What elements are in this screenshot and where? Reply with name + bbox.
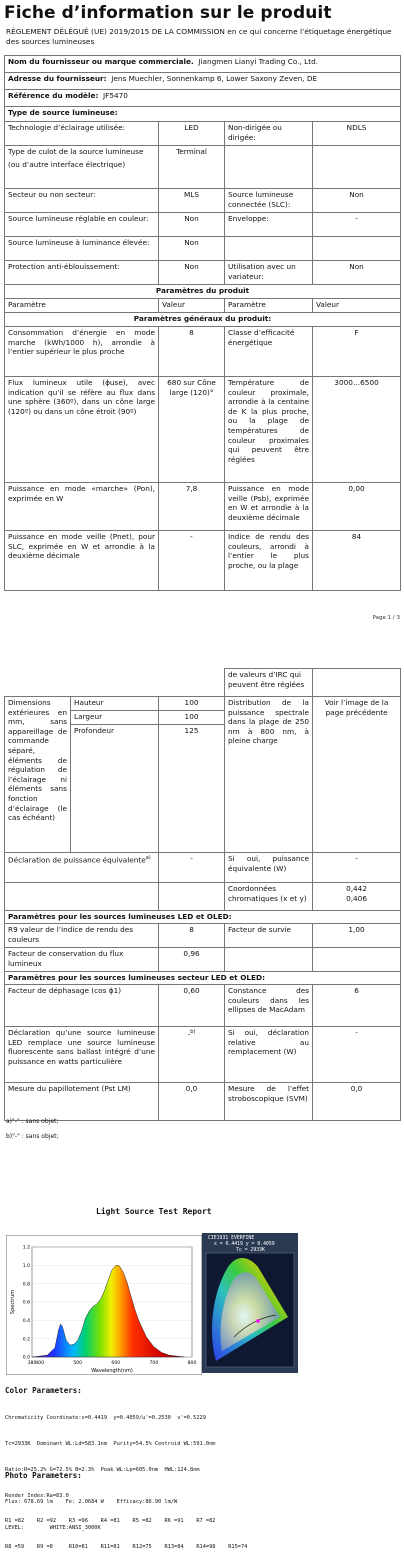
color-line: Chromaticity Coordinate:x=0.4419 y=0.4059/u'=0.2530 v'=0.5229 (5, 1415, 206, 1422)
cct-label: Température de couleur proximale, arrondie à la centaine de K la plus proche, ou la plage de températures de couleur proximales qui peuvent être réglées (225, 377, 313, 483)
dir-value: NDLS (313, 122, 401, 146)
svm-value: 0,0 (313, 1083, 401, 1121)
replace2-label: Si oui, déclaration relative au remplacement (W) (225, 1027, 313, 1083)
supplier-address-label: Adresse du fournisseur: (8, 74, 107, 83)
general-header: Paramètres généraux du produit: (5, 313, 401, 327)
slc-value: Non (313, 189, 401, 213)
y-tick-label: 0.8 (22, 1282, 30, 1288)
regulation-text: RÉGLEMENT DÉLÉGUÉ (UE) 2019/2015 DE LA COMMISSION en ce qui concerne l’étiquetage énergétique des sources lumineuses (6, 27, 392, 46)
width-value: 100 (159, 711, 225, 725)
color-line: R8 =59 R9 =8 R10=81 R11=81 R12=75 R13=84 R14=98 R15=74 (5, 1544, 248, 1551)
color-line: Render Index:Ra=83.0 (5, 1492, 69, 1499)
flux-value: 680 sur Cône large (120)° (159, 377, 225, 483)
supplier-name-label: Nom du fournisseur ou marque commerciale. (8, 57, 194, 66)
survival-value: 1,00 (313, 924, 401, 948)
model-label: Référence du modèle: (8, 91, 99, 100)
y-tick-label: 1.0 (22, 1263, 30, 1269)
cap-value: Terminal (159, 146, 225, 189)
envelope-label: Enveloppe: (225, 213, 313, 237)
high-luminance-label: Source lumineuse à luminance élevée: (5, 237, 159, 261)
maintenance-value: 0,96 (159, 948, 225, 972)
class-label: Classe d’efficacité énergétique (225, 327, 313, 377)
equiv2-value: - (313, 853, 401, 883)
tunable-value: Non (159, 213, 225, 237)
led-header: Paramètres pour les sources lumineuses LED et OLED: (5, 911, 401, 924)
cie-tc: Tc = 2933K (236, 1248, 265, 1253)
x-tick-label: 400 (35, 1361, 45, 1366)
flux-label: Flux lumineux utile (ɸuse), avec indication qu’il se réfère au flux dans une sphère (360º), dans un cône large (120º) ou dans un cône étroit (90º) (5, 377, 159, 483)
replace-sup: b) (190, 1029, 196, 1035)
x-tick-label: 800 (187, 1361, 197, 1366)
survival-label: Facteur de survie (225, 924, 313, 948)
macadam-label: Constance des couleurs dans les ellipses de MacAdam (225, 985, 313, 1027)
col-value: Valeur (159, 299, 225, 313)
equiv-label: Déclaration de puissance équivalente (8, 855, 146, 865)
page-title: Fiche d’information sur le produit (4, 3, 332, 23)
y-tick-label: 0.2 (22, 1337, 30, 1343)
pon-label: Puissance en mode «marche» (Pon), exprimée en W (5, 483, 159, 531)
y-tick-label: 1.2 (22, 1245, 30, 1251)
x-tick-label: 700 (149, 1361, 159, 1366)
y-axis-label: Spectrum (10, 1289, 16, 1315)
footnote-a: a)"-" : sans objet; (6, 1118, 59, 1125)
cie-title: CIE1931 EVERFINE (208, 1236, 255, 1241)
cie-xy: x = 0.4419 y = 0.4059 (214, 1242, 275, 1247)
x-axis-label: Wavelength(nm) (91, 1368, 133, 1374)
chroma-label: Coordonnées chromatiques (x et y) (225, 883, 313, 911)
cri-value: 84 (313, 531, 401, 591)
replace2-value: - (313, 1027, 401, 1083)
psb-value: 0,00 (313, 483, 401, 531)
height-value: 100 (159, 697, 225, 711)
pon-value: 7,8 (159, 483, 225, 531)
measurement-point (256, 1319, 260, 1323)
replace-label: Déclaration qu’une source lumineuse LED remplace une source lumineuse fluorescente sans ballast intégré d’une puissance en watts particulière (5, 1027, 159, 1083)
depth-value: 125 (159, 725, 225, 853)
supplier-name: Jiangmen Lianyi Trading Co., Ltd. (198, 57, 319, 66)
light-tech-value: LED (159, 122, 225, 146)
mains-led-header: Paramètres pour les sources lumineuses secteur LED et OLED: (5, 972, 401, 985)
dimensions-label: Dimensions extérieures en mm, sans appareillage de commande séparé, éléments de régulation de l’éclairage ni éléments sans fonction d’éclairage (le cas échéant) (5, 697, 71, 853)
photo-params-title: Photo Parameters: (5, 1471, 82, 1480)
equiv2-label: Si oui, puissance équivalente (W) (225, 853, 313, 883)
equiv-sup: a) (145, 855, 151, 861)
tunable-label: Source lumineuse réglable en couleur: (5, 213, 159, 237)
chroma-x: 0,442 (346, 884, 367, 893)
col-param-2: Paramètre (225, 299, 313, 313)
r9-value: 8 (159, 924, 225, 948)
spd-label: Distribution de la puissance spectrale dans la plage de 250 nm à 800 nm, à pleine charge (225, 697, 313, 853)
dimmable-label: Utilisation avec un variateur: (225, 261, 313, 285)
replace-value: - (187, 1029, 191, 1039)
macadam-value: 6 (313, 985, 401, 1027)
light-tech-label: Technologie d’éclairage utilisée: (5, 122, 159, 146)
energy-value: 8 (159, 327, 225, 377)
color-line: Tc=2933K Dominant WL:Ld=583.1nm Purity=54.5% Centroid WL:591.0nm (5, 1440, 216, 1447)
slc-label: Source lumineuse connectée (SLC): (225, 189, 313, 213)
type-header: Type de source lumineuse: (5, 107, 401, 122)
spectrum-chart (6, 1235, 202, 1375)
spd-value: Voir l’image de la page précédente (313, 697, 401, 853)
r9-label: R9 valeur de l’indice de rendu des couleurs (5, 924, 159, 948)
model-value: JF5470 (103, 91, 128, 100)
y-tick-label: 0.0 (22, 1355, 30, 1361)
col-param: Paramètre (5, 299, 159, 313)
params-header: Paramètres du produit (5, 285, 401, 299)
pnet-label: Puissance en mode veille (Pnet), pour SLC, exprimée en W et arrondie à la deuxième décimale (5, 531, 159, 591)
class-value: F (313, 327, 401, 377)
footnote-b: b)"-" : sans objet; (6, 1133, 59, 1140)
width-label: Largeur (71, 711, 159, 725)
pf-value: 0,60 (159, 985, 225, 1027)
chroma-y: 0,406 (346, 893, 367, 903)
report-title: Light Source Test Report (96, 1207, 212, 1216)
color-line: R1 =82 R2 =92 R3 =96 R4 =81 R5 =82 R6 =91 R7 =82 (5, 1518, 216, 1525)
depth-label: Profondeur (71, 725, 159, 853)
svm-label: Mesure de l’effet stroboscopique (SVM) (225, 1083, 313, 1121)
pnet-value: - (159, 531, 225, 591)
col-value-2: Valeur (313, 299, 401, 313)
maintenance-label: Facteur de conservation du flux lumineux (5, 948, 159, 972)
product-info-table-1 (4, 55, 401, 591)
cie-diagram (202, 1233, 298, 1373)
cct-value: 3000…6500 (313, 377, 401, 483)
flicker-label: Mesure du papillotement (Pst LM) (5, 1083, 159, 1121)
cri-label: Indice de rendu des couleurs, arrondi à l’entier le plus proche, ou la plage (225, 531, 313, 591)
cri-continued: de valeurs d’IRC qui peuvent être réglées (225, 669, 313, 697)
product-info-table-2 (4, 668, 401, 1121)
photo-line: Flux: 678.69 lm Fe: 2.0684 W Efficacy:86.90 lm/W (5, 1499, 178, 1506)
equiv-value: - (159, 853, 225, 883)
mains-label: Secteur ou non secteur: (5, 189, 159, 213)
high-luminance-value: Non (159, 237, 225, 261)
x-tick-label: 380 (27, 1361, 37, 1366)
glare-value: Non (159, 261, 225, 285)
envelope-value: - (313, 213, 401, 237)
y-tick-label: 0.4 (22, 1318, 30, 1324)
energy-label: Consommation d’énergie en mode marche (kWh/1000 h), arrondie à l’entier supérieur le plus proche (5, 327, 159, 377)
height-label: Hauteur (71, 697, 159, 711)
color-line: Ratio:R=25.2% G=72.5% B=2.3% Peak WL:Lp=605.0nm HWL:124.8nm (5, 1466, 200, 1473)
cap-label: Type de culot de la source lumineuse (8, 147, 144, 156)
x-tick-label: 500 (73, 1361, 83, 1366)
photo-params (5, 1481, 177, 1541)
psb-label: Puissance en mode veille (Psb), exprimée en W et arrondie à la deuxième décimale (225, 483, 313, 531)
photo-line: LEVEL: WHITE:ANSI_3000K (5, 1524, 101, 1531)
x-tick-label: 600 (111, 1361, 121, 1366)
glare-label: Protection anti-éblouissement: (5, 261, 159, 285)
supplier-address: Jens Muechler, Sonnenkamp 6, Lower Saxony Zeven, DE (111, 74, 318, 83)
flicker-value: 0,0 (159, 1083, 225, 1121)
color-params-title: Color Parameters: (5, 1386, 82, 1395)
pf-label: Facteur de déphasage (cos ɸ1) (5, 985, 159, 1027)
y-tick-label: 0.6 (22, 1300, 30, 1306)
cap-label-2: (ou d’autre interface électrique) (8, 159, 126, 169)
dir-label: Non-dirigée ou dirigée: (225, 122, 313, 146)
mains-value: MLS (159, 189, 225, 213)
dimmable-value: Non (313, 261, 401, 285)
page-number: Page 1 / 3 (372, 615, 400, 621)
